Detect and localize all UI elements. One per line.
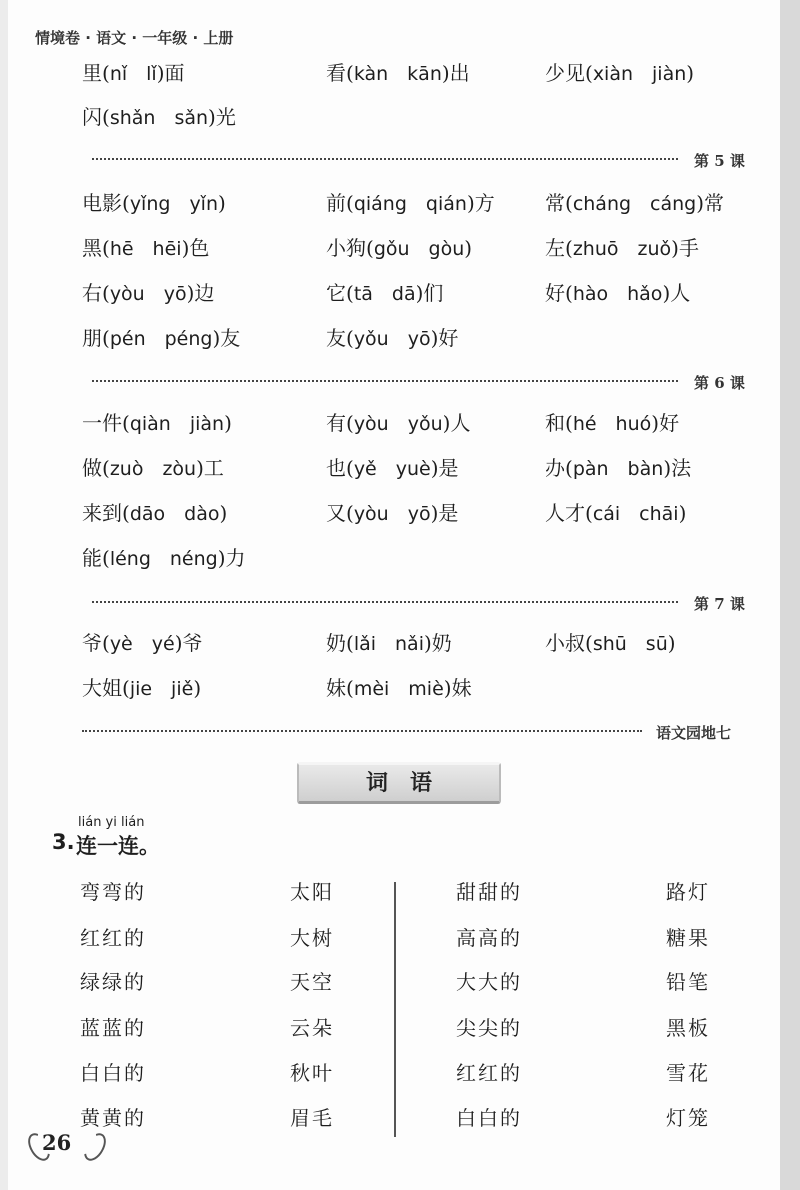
book-header: 情境卷 · 语文 · 一年级 · 上册 bbox=[35, 29, 234, 47]
match-adjective[interactable]: 绿绿的 bbox=[80, 970, 146, 994]
pinyin-choice-item: 大姐(jie jiě) bbox=[82, 676, 202, 700]
lesson-label: 语文园地七 bbox=[656, 724, 732, 742]
pinyin-choice-item: 朋(pén péng)友 bbox=[82, 326, 241, 350]
match-noun[interactable]: 铅笔 bbox=[666, 970, 710, 994]
pinyin-choice-item: 也(yě yuè)是 bbox=[326, 456, 459, 480]
pinyin-choice-item: 奶(lǎi nǎi)奶 bbox=[326, 631, 452, 655]
pinyin-choice-item: 右(yòu yō)边 bbox=[82, 281, 215, 305]
match-adjective[interactable]: 高高的 bbox=[456, 926, 522, 950]
pinyin-choice-item: 电影(yǐng yǐn) bbox=[82, 191, 226, 215]
pinyin-choice-item: 里(nǐ lǐ)面 bbox=[82, 61, 185, 85]
match-noun[interactable]: 雪花 bbox=[666, 1061, 710, 1085]
lesson-label: 第 6 课 bbox=[694, 374, 745, 392]
match-adjective[interactable]: 红红的 bbox=[80, 926, 146, 950]
pinyin-choice-item: 又(yòu yō)是 bbox=[326, 501, 459, 525]
match-adjective[interactable]: 黄黄的 bbox=[80, 1106, 146, 1130]
lesson-label: 第 5 课 bbox=[694, 152, 745, 170]
match-noun[interactable]: 黑板 bbox=[666, 1016, 710, 1040]
match-noun[interactable]: 路灯 bbox=[666, 880, 710, 904]
pinyin-choice-item: 人才(cái chāi) bbox=[545, 501, 687, 525]
dotted-divider bbox=[92, 380, 678, 382]
match-noun[interactable]: 眉毛 bbox=[290, 1106, 334, 1130]
match-adjective[interactable]: 大大的 bbox=[456, 970, 522, 994]
pinyin-choice-item: 常(cháng cáng)常 bbox=[545, 191, 725, 215]
dotted-divider bbox=[92, 158, 678, 160]
question-pinyin: lián yi lián bbox=[78, 815, 145, 830]
pinyin-choice-item: 左(zhuō zuǒ)手 bbox=[545, 236, 699, 260]
page-number: 26 bbox=[42, 1130, 72, 1155]
pinyin-choice-item: 一件(qiàn jiàn) bbox=[82, 411, 232, 435]
match-noun[interactable]: 糖果 bbox=[666, 926, 710, 950]
pinyin-choice-item: 做(zuò zòu)工 bbox=[82, 456, 224, 480]
match-adjective[interactable]: 甜甜的 bbox=[456, 880, 522, 904]
page-edge bbox=[780, 0, 800, 1190]
pinyin-choice-item: 妹(mèi miè)妹 bbox=[326, 676, 472, 700]
match-adjective[interactable]: 弯弯的 bbox=[80, 880, 146, 904]
match-noun[interactable]: 秋叶 bbox=[290, 1061, 334, 1085]
match-adjective[interactable]: 白白的 bbox=[456, 1106, 522, 1130]
match-noun[interactable]: 太阳 bbox=[290, 880, 334, 904]
pinyin-choice-item: 能(léng néng)力 bbox=[82, 546, 246, 570]
match-adjective[interactable]: 蓝蓝的 bbox=[80, 1016, 146, 1040]
pinyin-choice-item: 前(qiáng qián)方 bbox=[326, 191, 495, 215]
match-noun[interactable]: 云朵 bbox=[290, 1016, 334, 1040]
pinyin-choice-item: 友(yǒu yō)好 bbox=[326, 326, 459, 350]
lesson-label: 第 7 课 bbox=[694, 595, 745, 613]
pinyin-choice-item: 有(yòu yǒu)人 bbox=[326, 411, 471, 435]
pinyin-choice-item: 少见(xiàn jiàn) bbox=[545, 61, 695, 85]
question-text: 连一连。 bbox=[76, 833, 160, 858]
pinyin-choice-item: 看(kàn kān)出 bbox=[326, 61, 470, 85]
pinyin-choice-item: 小叔(shū sū) bbox=[545, 631, 676, 655]
pinyin-choice-item: 它(tā dā)们 bbox=[326, 281, 444, 305]
pinyin-choice-item: 闪(shǎn sǎn)光 bbox=[82, 105, 236, 129]
pinyin-choice-item: 和(hé huó)好 bbox=[545, 411, 680, 435]
pinyin-choice-item: 好(hào hǎo)人 bbox=[545, 281, 691, 305]
dotted-divider bbox=[92, 601, 678, 603]
pinyin-choice-item: 办(pàn bàn)法 bbox=[545, 456, 692, 480]
pinyin-choice-item: 爷(yè yé)爷 bbox=[82, 631, 203, 655]
match-noun[interactable]: 天空 bbox=[290, 970, 334, 994]
match-adjective[interactable]: 白白的 bbox=[80, 1061, 146, 1085]
match-noun[interactable]: 大树 bbox=[290, 926, 334, 950]
pinyin-choice-item: 来到(dāo dào) bbox=[82, 501, 228, 525]
dotted-divider bbox=[82, 730, 642, 732]
column-divider bbox=[394, 882, 396, 1137]
question-number: 3. bbox=[52, 830, 75, 854]
match-adjective[interactable]: 尖尖的 bbox=[456, 1016, 522, 1040]
match-adjective[interactable]: 红红的 bbox=[456, 1061, 522, 1085]
section-title-banner: 词语 bbox=[297, 762, 501, 804]
pinyin-choice-item: 小狗(gǒu gòu) bbox=[326, 236, 473, 260]
pinyin-choice-item: 黑(hē hēi)色 bbox=[82, 236, 210, 260]
match-noun[interactable]: 灯笼 bbox=[666, 1106, 710, 1130]
